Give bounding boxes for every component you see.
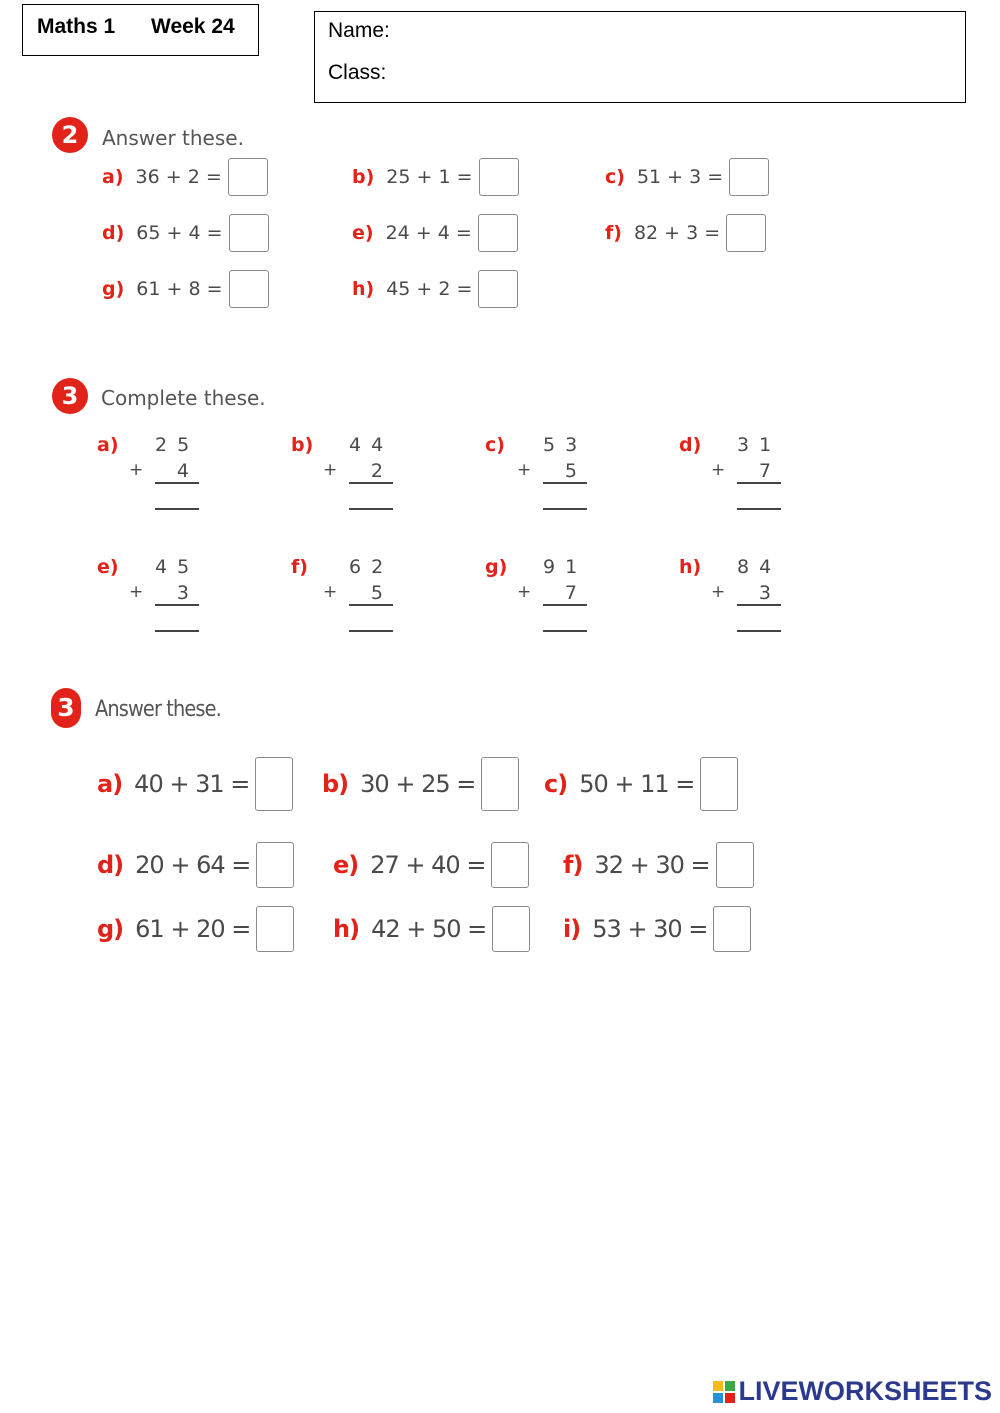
sum-line [737,604,781,606]
section-heading: Complete these. [101,386,266,410]
answer-line[interactable] [543,630,587,632]
bottom-number: 7 [564,582,587,604]
subject-label: Maths 1 [37,15,116,38]
equation-text: 82 + 3 = [633,222,721,244]
equation-text: 24 + 4 = [385,222,472,244]
top-number: 84 [737,556,782,578]
top-number: 44 [349,434,394,456]
plus-sign: + [323,582,338,602]
bottom-number: 3 [758,582,781,604]
answer-box[interactable] [255,757,293,811]
top-number: 53 [543,434,588,456]
worksheet-title-box [22,4,259,56]
answer-box[interactable] [713,906,751,952]
column-addition [679,556,789,656]
equation-text: 25 + 1 = [386,166,473,188]
sum-line [737,482,781,484]
top-number: 45 [155,556,200,578]
column-addition [485,556,595,656]
bottom-number: 5 [370,582,393,604]
top-number: 91 [543,556,588,578]
item-label: e) [352,222,374,244]
equation-text: 42 + 50 = [371,915,487,943]
answer-box[interactable] [700,757,738,811]
column-addition [291,556,401,656]
equation-item [97,757,293,811]
item-label: f) [563,851,583,879]
equation-item [605,214,766,252]
plus-sign: + [517,582,532,602]
item-label: g) [102,278,125,300]
answer-box[interactable] [491,842,529,888]
item-label: h) [352,278,375,300]
answer-box[interactable] [478,270,518,308]
plus-sign: + [711,460,726,480]
answer-box[interactable] [256,906,294,952]
top-number: 25 [155,434,200,456]
item-label: a) [102,166,124,188]
name-label: Name: [328,19,390,42]
answer-line[interactable] [155,508,199,510]
bottom-number: 2 [370,460,393,482]
item-label: c) [605,166,625,188]
bottom-number: 4 [176,460,199,482]
equation-text: 51 + 3 = [636,166,724,188]
equation-text: 45 + 2 = [386,278,473,300]
equation-item [102,270,269,308]
answer-box[interactable] [716,842,754,888]
equation-item [352,270,518,308]
brand-text: LIVEWORKSHEETS [738,1376,992,1406]
equation-text: 32 + 30 = [594,851,710,879]
item-label: c) [544,770,568,798]
answer-line[interactable] [543,508,587,510]
equation-text: 27 + 40 = [370,851,486,879]
equation-item [333,906,530,952]
equation-text: 40 + 31 = [134,770,250,798]
item-label: g) [97,915,124,943]
equation-text: 53 + 30 = [592,915,708,943]
item-label: a) [97,434,119,456]
equation-item [544,757,738,811]
item-label: h) [333,915,360,943]
section-number-badge: 2 [52,117,88,153]
equation-text: 65 + 4 = [136,222,223,244]
logo-mark-icon [713,1381,735,1403]
section-number-badge: 3 [51,688,81,728]
bottom-number: 3 [176,582,199,604]
top-number: 31 [737,434,782,456]
answer-line[interactable] [737,508,781,510]
plus-sign: + [129,582,144,602]
sum-line [155,604,199,606]
equation-text: 61 + 20 = [135,915,251,943]
item-label: b) [322,770,349,798]
equation-item [605,158,769,196]
equation-item [97,906,294,952]
answer-box[interactable] [492,906,530,952]
item-label: g) [485,556,508,578]
equation-item [352,158,519,196]
item-label: f) [291,556,308,578]
sum-line [349,604,393,606]
sum-line [349,482,393,484]
equation-item [352,214,518,252]
item-label: e) [97,556,119,578]
answer-line[interactable] [349,630,393,632]
item-label: f) [605,222,622,244]
sum-line [543,604,587,606]
section-number-badge: 3 [52,378,88,414]
column-addition [97,556,207,656]
plus-sign: + [323,460,338,480]
item-label: i) [563,915,581,943]
equation-text: 36 + 2 = [135,166,222,188]
answer-box[interactable] [481,757,519,811]
liveworksheets-logo [713,1376,992,1407]
answer-line[interactable] [737,630,781,632]
answer-box[interactable] [729,158,769,196]
answer-line[interactable] [155,630,199,632]
bottom-number: 5 [564,460,587,482]
equation-item [563,906,751,952]
column-addition [291,434,401,534]
answer-box[interactable] [256,842,294,888]
student-info-box [314,11,966,103]
answer-box[interactable] [228,158,268,196]
sum-line [543,482,587,484]
column-addition [679,434,789,534]
plus-sign: + [711,582,726,602]
item-label: b) [291,434,314,456]
item-label: b) [352,166,375,188]
equation-item [97,842,294,888]
answer-box[interactable] [479,158,519,196]
item-label: d) [679,434,702,456]
equation-text: 20 + 64 = [135,851,251,879]
week-label: Week 24 [151,15,235,38]
answer-box[interactable] [478,214,518,252]
item-label: c) [485,434,505,456]
equation-item [333,842,529,888]
plus-sign: + [129,460,144,480]
top-number: 62 [349,556,394,578]
equation-text: 30 + 25 = [360,770,476,798]
item-label: e) [333,851,359,879]
equation-item [563,842,754,888]
item-label: d) [102,222,125,244]
answer-box[interactable] [229,214,269,252]
item-label: d) [97,851,124,879]
bottom-number: 7 [758,460,781,482]
column-addition [97,434,207,534]
plus-sign: + [517,460,532,480]
column-addition [485,434,595,534]
equation-text: 61 + 8 = [136,278,223,300]
equation-item [102,214,269,252]
item-label: a) [97,770,123,798]
section-heading: Answer these. [102,126,244,150]
answer-box[interactable] [229,270,269,308]
answer-line[interactable] [349,508,393,510]
class-label: Class: [328,61,387,84]
equation-item [102,158,268,196]
equation-text: 50 + 11 = [579,770,695,798]
sum-line [155,482,199,484]
equation-item [322,757,519,811]
answer-box[interactable] [726,214,766,252]
section-heading: Answer these. [95,697,221,722]
item-label: h) [679,556,702,578]
